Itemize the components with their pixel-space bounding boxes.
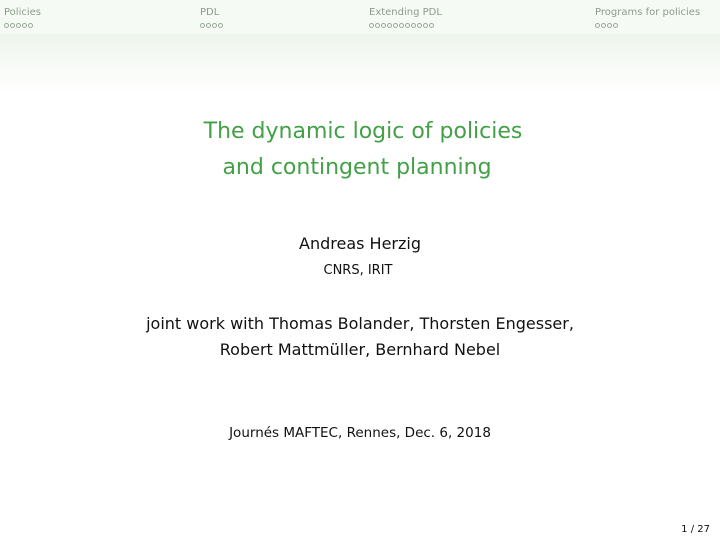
frame-dot[interactable] [381, 23, 386, 28]
frame-dot[interactable] [411, 23, 416, 28]
frame-dot[interactable] [10, 23, 15, 28]
frame-dot[interactable] [607, 23, 612, 28]
frame-dot[interactable] [423, 23, 428, 28]
header-gradient [0, 34, 720, 94]
frame-dot[interactable] [218, 23, 223, 28]
nav-dots-programs-for-policies [595, 23, 618, 28]
frame-dot[interactable] [393, 23, 398, 28]
venue-date: Journés MAFTEC, Rennes, Dec. 6, 2018 [229, 425, 491, 441]
frame-dot[interactable] [200, 23, 205, 28]
frame-dot[interactable] [429, 23, 434, 28]
frame-dot[interactable] [206, 23, 211, 28]
page-number: 1 / 27 [681, 524, 710, 535]
nav-dots-pdl [200, 23, 223, 28]
slide-title-line-2: and contingent planning [222, 155, 492, 180]
section-navigation-bar [0, 0, 720, 34]
author-institute: CNRS, IRIT [323, 263, 393, 278]
frame-dot[interactable] [613, 23, 618, 28]
frame-dot[interactable] [595, 23, 600, 28]
frame-dot[interactable] [405, 23, 410, 28]
frame-dot[interactable] [601, 23, 606, 28]
frame-dot[interactable] [4, 23, 9, 28]
coauthors-line-2: Robert Mattmüller, Bernhard Nebel [219, 340, 501, 359]
nav-section-policies[interactable]: Policies [4, 7, 41, 18]
nav-dots-extending-pdl [369, 23, 434, 28]
frame-dot[interactable] [28, 23, 33, 28]
frame-dot[interactable] [375, 23, 380, 28]
frame-dot[interactable] [212, 23, 217, 28]
frame-dot[interactable] [387, 23, 392, 28]
frame-dot[interactable] [16, 23, 21, 28]
frame-dot[interactable] [22, 23, 27, 28]
author-name: Andreas Herzig [299, 234, 421, 253]
nav-section-pdl[interactable]: PDL [200, 7, 220, 18]
frame-dot[interactable] [399, 23, 404, 28]
frame-dot[interactable] [369, 23, 374, 28]
frame-dot[interactable] [417, 23, 422, 28]
nav-section-programs-for-policies[interactable]: Programs for policies [595, 7, 701, 18]
nav-dots-policies [4, 23, 33, 28]
coauthors-line-1: joint work with Thomas Bolander, Thorsten Engesser, [146, 314, 574, 333]
slide-title-line-1: The dynamic logic of policies [203, 119, 523, 144]
nav-section-extending-pdl[interactable]: Extending PDL [369, 7, 442, 18]
